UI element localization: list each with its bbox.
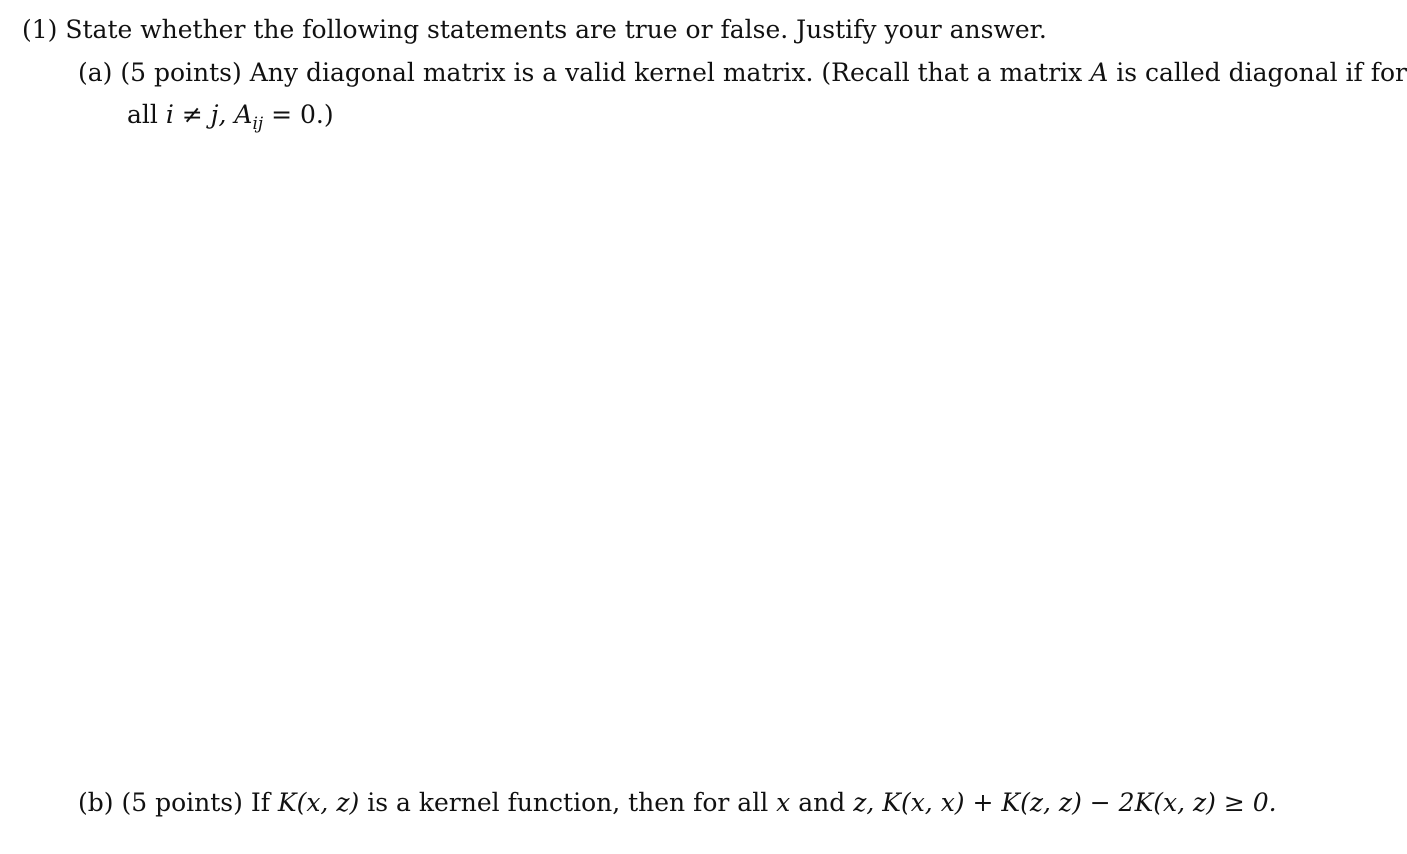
part-b-label: (b) bbox=[78, 788, 114, 817]
part-a-text-tail: is called diagonal if for bbox=[1116, 58, 1407, 87]
part-a-statement-line-2 bbox=[127, 99, 334, 140]
part-b-if: If bbox=[250, 788, 270, 817]
question-number: (1) bbox=[22, 15, 58, 44]
part-a-label: (a) bbox=[78, 58, 113, 87]
part-a-text: Any diagonal matrix is a valid kernel matrix. (Recall that a matrix bbox=[249, 58, 1083, 87]
part-a-equals-zero: = 0.) bbox=[271, 100, 334, 129]
part-a-a-symbol: A bbox=[234, 100, 253, 129]
part-a-var-i: i bbox=[165, 100, 174, 129]
part-a-var-j: j, bbox=[210, 100, 227, 129]
part-a-points: (5 points) bbox=[120, 58, 242, 87]
part-b-var-z: z, bbox=[853, 788, 875, 817]
part-b-kernel-kxz: K(x, z) bbox=[277, 788, 360, 817]
part-a-var-a: A bbox=[1090, 58, 1109, 87]
part-b-mid-text: is a kernel function, then for all bbox=[367, 788, 769, 817]
part-a-neq: ≠ bbox=[181, 100, 203, 129]
part-a-a-ij bbox=[234, 100, 264, 134]
question-header bbox=[22, 14, 1047, 46]
part-b-and: and bbox=[798, 788, 846, 817]
part-b-var-x: x bbox=[776, 788, 791, 817]
part-b-statement bbox=[78, 787, 1277, 819]
part-b-points: (5 points) bbox=[121, 788, 243, 817]
part-a-all: all bbox=[127, 100, 158, 129]
part-b-inequality: K(x, x) + K(z, z) − 2K(x, z) ≥ 0. bbox=[882, 788, 1277, 817]
question-prompt: State whether the following statements are true or false. Justify your answer. bbox=[65, 15, 1047, 44]
part-a-a-subscript: ij bbox=[252, 114, 264, 134]
part-a-statement-line-1 bbox=[78, 57, 1407, 89]
